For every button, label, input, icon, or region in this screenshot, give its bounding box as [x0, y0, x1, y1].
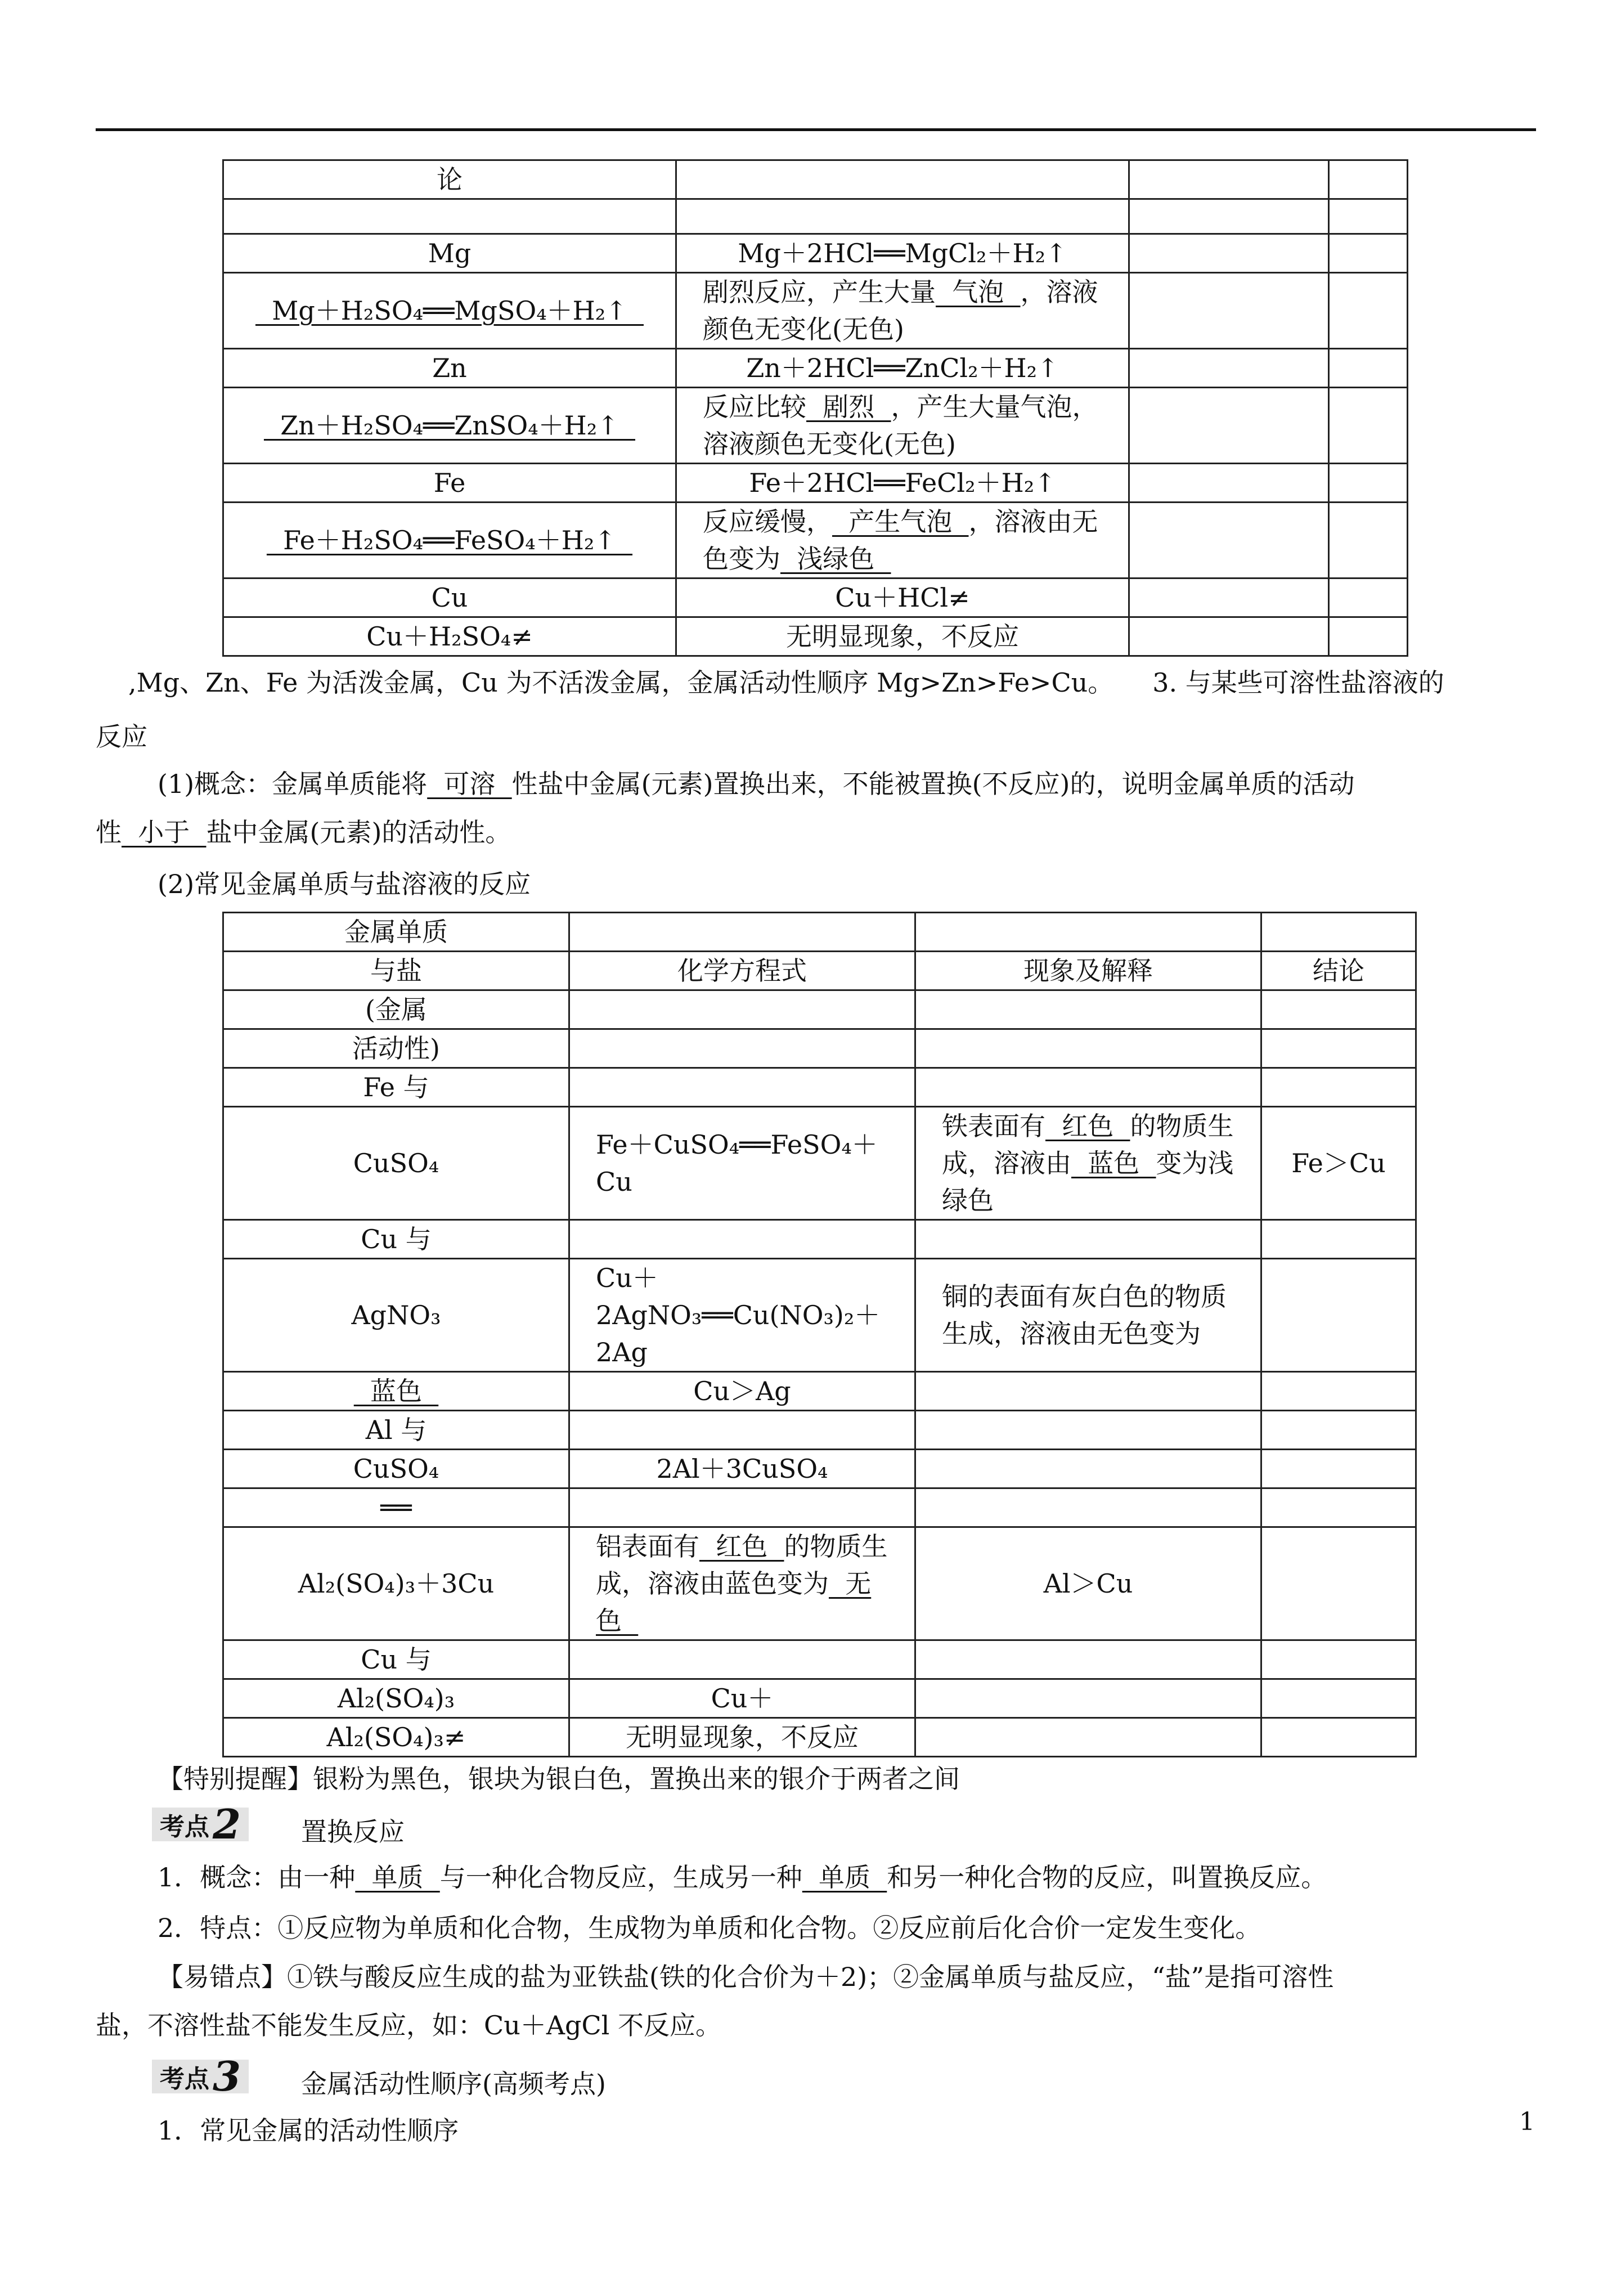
table-cell: Fe 与 — [223, 1068, 569, 1107]
table-cell — [569, 913, 915, 952]
table-cell: AgNO₃ — [223, 1259, 569, 1372]
table-cell: 2Al＋3CuSO₄ — [569, 1450, 915, 1488]
table-cell: 反应缓慢， 产生气泡 ，溶液由无色变为 浅绿色 — [676, 503, 1129, 579]
table-cell — [223, 199, 676, 234]
table-cell: Cu＋HCl≠ — [676, 579, 1129, 617]
table-cell — [1129, 617, 1329, 656]
table-cell — [1261, 990, 1416, 1029]
table-cell — [1261, 1068, 1416, 1107]
table-cell: 现象及解释 — [915, 952, 1261, 990]
page-number: 1 — [1519, 2107, 1535, 2136]
table-cell — [569, 990, 915, 1029]
table-cell — [569, 1220, 915, 1259]
table-cell: Cu＋H₂SO₄≠ — [223, 617, 676, 656]
table-cell: Cu 与 — [223, 1640, 569, 1679]
table-cell: 与盐 — [223, 952, 569, 990]
table-cell — [569, 1068, 915, 1107]
table-cell — [915, 1411, 1261, 1450]
table-cell — [915, 1679, 1261, 1718]
concept-text-1: (1)概念：金属单质能将 可溶 性盐中金属(元素)置换出来，不能被置换(不反应)的，说明金属单质的活动 — [158, 769, 1355, 799]
table-cell — [915, 1488, 1261, 1527]
table-cell: Fe＋2HCl══FeCl₂＋H₂↑ — [676, 464, 1129, 503]
table-cell — [1129, 234, 1329, 273]
table-cell — [1129, 503, 1329, 579]
table-cell — [1329, 273, 1408, 349]
table-cell — [915, 1220, 1261, 1259]
table-row — [223, 1107, 1416, 1220]
table-cell — [1329, 160, 1408, 199]
table-row — [223, 952, 1416, 990]
table-cell — [1329, 503, 1408, 579]
table-cell — [1129, 273, 1329, 349]
table-cell: 化学方程式 — [569, 952, 915, 990]
kaodian-2-number: 2 — [213, 1800, 241, 1848]
table-cell — [1261, 1220, 1416, 1259]
table-cell: 无明显现象，不反应 — [569, 1718, 915, 1757]
kaodian-2-badge — [152, 1800, 249, 1848]
table-cell: Fe＋CuSO₄══FeSO₄＋Cu — [569, 1107, 915, 1220]
table-cell — [1261, 1450, 1416, 1488]
table-cell: 铁表面有 红色 的物质生成，溶液由 蓝色 变为浅绿色 — [915, 1107, 1261, 1220]
table-cell — [1329, 349, 1408, 388]
special-note: 【特别提醒】银粉为黑色，银块为银白色，置换出来的银介于两者之间 — [158, 1764, 960, 1794]
table-cell — [676, 199, 1129, 234]
table-row — [223, 503, 1408, 579]
salt-reaction-table — [222, 912, 1417, 1757]
table-row — [223, 579, 1408, 617]
k2-line-2: 2．特点：①反应物为单质和化合物，生成物为单质和化合物。②反应前后化合价一定发生变化。 — [158, 1913, 1261, 1943]
table-cell: 剧烈反应，产生大量 气泡 ，溶液颜色无变化(无色) — [676, 273, 1129, 349]
table-cell — [1129, 160, 1329, 199]
table-cell — [1261, 1527, 1416, 1640]
table-cell — [1261, 1640, 1416, 1679]
table-row — [223, 1679, 1416, 1718]
table-cell: Mg＋H₂SO₄══MgSO₄＋H₂↑ — [223, 273, 676, 349]
table-cell — [1129, 349, 1329, 388]
table-row — [223, 234, 1408, 273]
table-cell — [1329, 199, 1408, 234]
header-rule — [96, 128, 1536, 131]
table-cell — [915, 913, 1261, 952]
table-cell: Mg — [223, 234, 676, 273]
table-cell: 铝表面有 红色 的物质生成，溶液由蓝色变为 无色 — [569, 1527, 915, 1640]
table-cell: Mg＋2HCl══MgCl₂＋H₂↑ — [676, 234, 1129, 273]
table-cell — [915, 1372, 1261, 1411]
table-cell: Cu＋2AgNO₃══Cu(NO₃)₂＋2Ag — [569, 1259, 915, 1372]
table-cell — [1129, 388, 1329, 464]
table-row — [223, 1411, 1416, 1450]
table-cell: 蓝色 — [223, 1372, 569, 1411]
table-cell — [1261, 1259, 1416, 1372]
table-row — [223, 1640, 1416, 1679]
table-cell — [1261, 1718, 1416, 1757]
table-cell: Al 与 — [223, 1411, 569, 1450]
k2-text-1: 1．概念：由一种 单质 与一种化合物反应，生成另一种 单质 和另一种化合物的反应，叫置换反应。 — [158, 1862, 1327, 1893]
table-cell: (金属 — [223, 990, 569, 1029]
table-row — [223, 273, 1408, 349]
table-cell: Cu 与 — [223, 1220, 569, 1259]
table-cell — [1261, 1411, 1416, 1450]
table-row — [223, 1718, 1416, 1757]
table-cell — [915, 990, 1261, 1029]
table-cell: Fe — [223, 464, 676, 503]
table-cell: CuSO₄ — [223, 1450, 569, 1488]
table-row — [223, 617, 1408, 656]
table-row — [223, 1488, 1416, 1527]
table-cell — [1329, 388, 1408, 464]
table-cell: Cu＞Ag — [569, 1372, 915, 1411]
table-cell — [915, 1029, 1261, 1068]
table-cell: Al₂(SO₄)₃≠ — [223, 1718, 569, 1757]
summary-line-cont: 反应 — [96, 721, 147, 752]
table-cell — [1261, 1029, 1416, 1068]
table-cell — [915, 1068, 1261, 1107]
table-cell: Cu — [223, 579, 676, 617]
table-row — [223, 199, 1408, 234]
concept-text-2: 性 小于 盐中金属(元素)的活动性。 — [96, 817, 511, 847]
table-row — [223, 388, 1408, 464]
table-cell: Zn＋2HCl══ZnCl₂＋H₂↑ — [676, 349, 1129, 388]
table-cell — [1261, 1372, 1416, 1411]
concept-line-1 — [158, 765, 1354, 802]
section-heading-2: (2)常见金属单质与盐溶液的反应 — [158, 869, 531, 899]
table-cell: 无明显现象，不反应 — [676, 617, 1129, 656]
kaodian-3-number: 3 — [213, 2052, 241, 2100]
kaodian-3-label: 考点 — [160, 2065, 209, 2093]
table-cell — [1329, 464, 1408, 503]
table-row — [223, 1450, 1416, 1488]
table-cell: CuSO₄ — [223, 1107, 569, 1220]
table-cell: Fe＋H₂SO₄══FeSO₄＋H₂↑ — [223, 503, 676, 579]
acid-reaction-table — [222, 159, 1408, 657]
table-cell — [1329, 234, 1408, 273]
table-cell: Al＞Cu — [915, 1527, 1261, 1640]
table-cell — [1129, 464, 1329, 503]
concept-line-2 — [96, 814, 511, 851]
table-cell — [1261, 913, 1416, 952]
k3-line-1: 1．常见金属的活动性顺序 — [158, 2115, 459, 2146]
table-row — [223, 1220, 1416, 1259]
table-cell: 论 — [223, 160, 676, 199]
table-cell: 铜的表面有灰白色的物质生成，溶液由无色变为 — [915, 1259, 1261, 1372]
table-cell: Zn＋H₂SO₄══ZnSO₄＋H₂↑ — [223, 388, 676, 464]
table-cell — [1129, 199, 1329, 234]
table-cell — [1261, 1488, 1416, 1527]
table-cell: 活动性) — [223, 1029, 569, 1068]
table-cell — [915, 1718, 1261, 1757]
table-cell: ══ — [223, 1488, 569, 1527]
table-row — [223, 160, 1408, 199]
table-cell — [569, 1029, 915, 1068]
table-cell: 反应比较 剧烈 ，产生大量气泡，溶液颜色无变化(无色) — [676, 388, 1129, 464]
table-cell — [915, 1640, 1261, 1679]
table-cell: Al₂(SO₄)₃＋3Cu — [223, 1527, 569, 1640]
table-cell: 结论 — [1261, 952, 1416, 990]
summary-line: ,Mg、Zn、Fe 为活泼金属，Cu 为不活泼金属，金属活动性顺序 Mg>Zn>Fe>Cu。 3. 与某些可溶性盐溶液的 — [128, 667, 1444, 698]
k2-line-1 — [158, 1859, 1327, 1896]
table-row — [223, 1372, 1416, 1411]
kaodian-2-label: 考点 — [160, 1813, 209, 1841]
table-row — [223, 1068, 1416, 1107]
table-cell — [1261, 1679, 1416, 1718]
table-cell: Cu＋ — [569, 1679, 915, 1718]
table-cell — [676, 160, 1129, 199]
table-cell: Al₂(SO₄)₃ — [223, 1679, 569, 1718]
table-row — [223, 349, 1408, 388]
table-row — [223, 913, 1416, 952]
table-cell — [569, 1640, 915, 1679]
table-row — [223, 464, 1408, 503]
table-cell: 金属单质 — [223, 913, 569, 952]
table-cell — [1329, 579, 1408, 617]
kaodian-2-title: 置换反应 — [301, 1817, 405, 1847]
table-cell — [915, 1450, 1261, 1488]
kaodian-3-title: 金属活动性顺序(高频考点) — [301, 2069, 606, 2099]
table-row — [223, 1259, 1416, 1372]
k2-line-4: 盐，不溶性盐不能发生反应，如：Cu＋AgCl 不反应。 — [96, 2010, 722, 2041]
table-row — [223, 1527, 1416, 1640]
kaodian-3-badge — [152, 2052, 249, 2100]
table-cell: Zn — [223, 349, 676, 388]
table-cell — [569, 1488, 915, 1527]
table-cell — [1329, 617, 1408, 656]
table-cell — [569, 1411, 915, 1450]
k2-line-3: 【易错点】①铁与酸反应生成的盐为亚铁盐(铁的化合价为＋2)；②金属单质与盐反应，“盐”是指可溶性 — [158, 1962, 1334, 1992]
table-cell: Fe＞Cu — [1261, 1107, 1416, 1220]
table-row — [223, 990, 1416, 1029]
table-cell — [1129, 579, 1329, 617]
table-row — [223, 1029, 1416, 1068]
